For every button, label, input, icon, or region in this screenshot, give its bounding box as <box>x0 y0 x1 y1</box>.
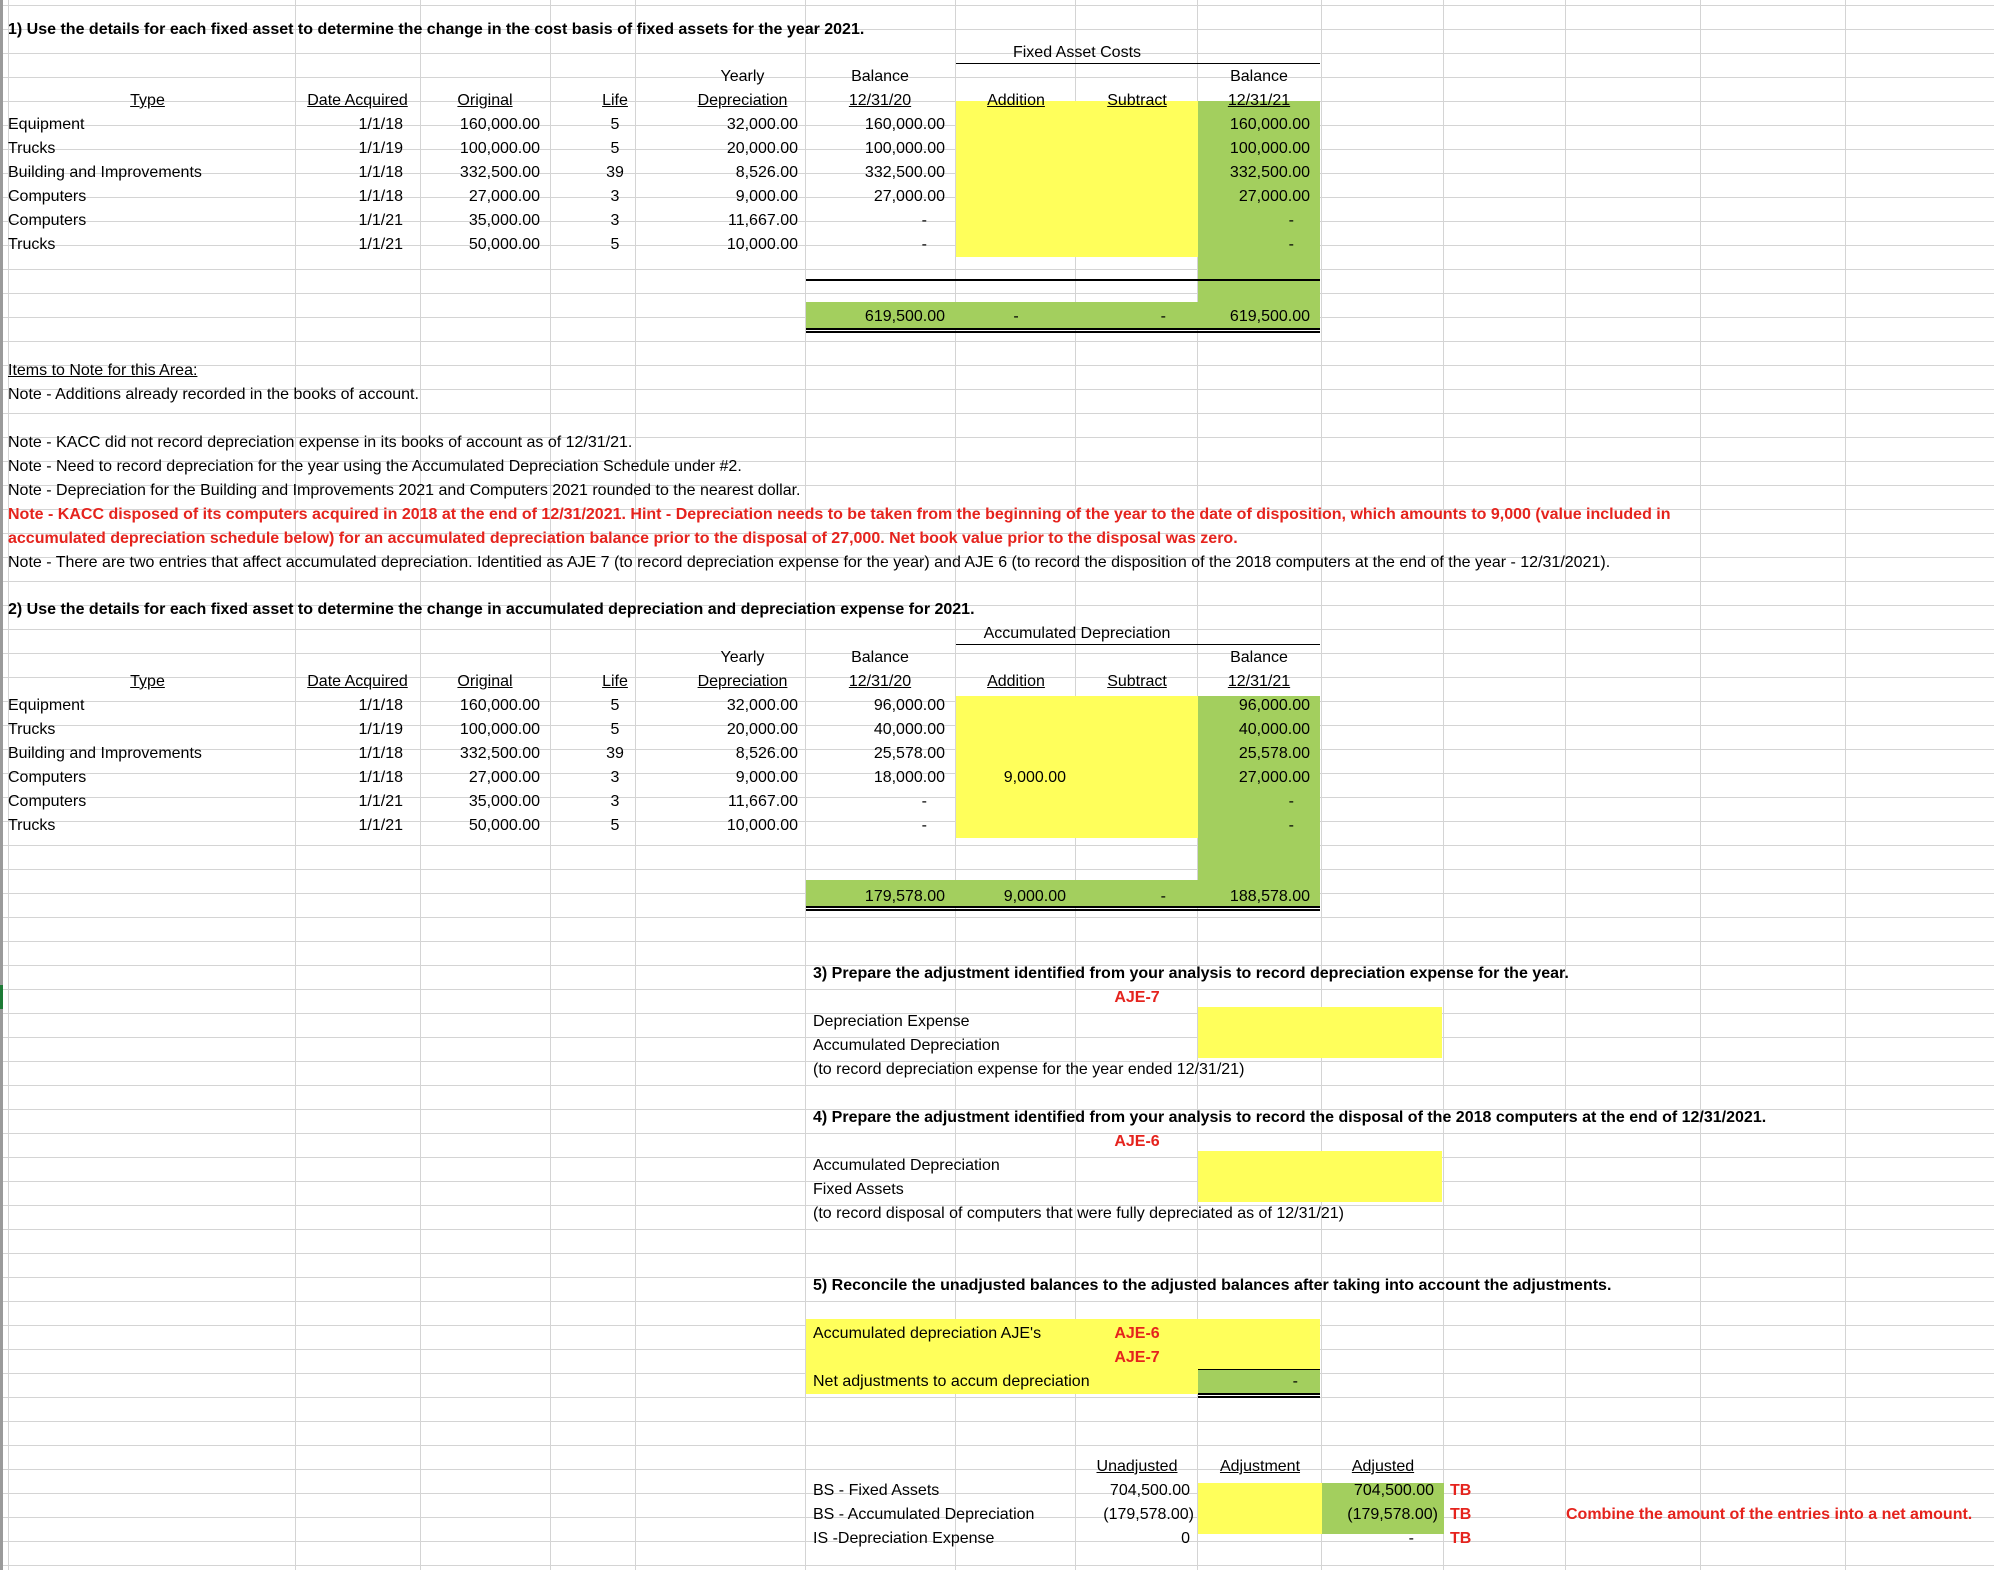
s2-group-header: Accumulated Depreciation <box>983 625 1171 642</box>
s2-hdr-date: Date Acquired <box>307 673 408 690</box>
recon-hint: Combine the amount of the entries into a net amount. <box>1566 1506 1973 1523</box>
recon-adjustment-fill[interactable] <box>1198 1483 1322 1534</box>
recon-hdr-adjusted: Adjusted <box>1351 1458 1415 1475</box>
s4-line-fixed-assets: Fixed Assets <box>813 1181 904 1198</box>
aje6-amount-fill[interactable] <box>1198 1151 1442 1202</box>
tb-tag: TB <box>1450 1506 1472 1523</box>
notes-area-title: Items to Note for this Area: <box>8 362 198 379</box>
recon-hdr-unadjusted: Unadjusted <box>1096 1458 1178 1475</box>
spreadsheet-grid[interactable]: 1) Use the details for each fixed asset to determine the change in the cost basis of fixed assets for the year 2021. Fixed Asset Costs Yearly Balance Balance Type Date Acquired Original Life Depreciation 12/31/20 Addition Subtract 12/31/21 Equipment 1/1/18 160,000.00 5 32,000.00 160,000.00 160,000.00 Trucks 1/1/19 100,000.00 5 20,000.00 100,000.00 100,000.00 Building and Improvements 1/1/18 332,500.00 39 8,526.00 332,500.00 332,500.00 Computers 1/1/18 27,000.00 3 9,000.00 27,000.00 27,000.00 Computers 1/1/21 35,000.00 3 11,667.00 - - Trucks 1/1/21 50,000.00 5 10,000.00 - - 619,500.00 - - 619,500.00 Items to Note for this Area: Note - Additions already recorded in the books of account. Note - KACC did not record depreciation expense in its books of account as of 12/31/21. Note - Need to record depreciation for the year using the Accumulated Depreciation Schedule under #2. Note - Depreciation for the Building and Improvements 2021 and Computers 2021 rounded to the nearest dollar. Note - KACC disposed of its computers acquired in 2018 at the end of 12/31/2021. Hint - Depreciation needs to be taken from the beginning of the year to the date of disposition, which amounts to 9,000 (value included in accumulated depreciation schedule below) for an accumulated depreciation balance prior to the disposal of 27,000. Net book value prior to the disposal was zero. Note - There are two entries that affect accumulated depreciation. Identitied as AJE 7 (to record depreciation expense for the year) and AJE 6 (to record the disposition of the 2018 computers at the end of the year - 12/31/2021). 2) Use the details for each fixed asset to determine the change in accumulated depreciation and depreciation expense for 2021. Accumulated Depreciation Yearly Balance Balance Type Date Acquired Original Life Depreciation 12/31/20 Addition Subtract 12/31/21 Equipment 1/1/18 160,000.00 5 32,000.00 96,000.00 96,000.00 Trucks 1/1/19 100,000.00 5 20,000.00 40,000.00 40,000.00 Building and Improvements 1/1/18 332,500.00 39 8,526.00 25,578.00 25,578.00 Computers 1/1/18 27,000.00 3 9,000.00 18,000.00 9,000.00 27,000.00 Computers 1/1/21 35,000.00 3 11,667.00 - - Trucks 1/1/21 50,000.00 5 10,000.00 - - 179,578.00 9,000.00 - 188,578.00 3) Prepare the adjustment identified from your analysis to record depreciation expense for the year. AJE-7 Depreciation Expense Accumulated Depreciation (to record depreciation expense for the year ended 12/31/21) 4) Prepare the adjustment identified from your analysis to record the disposal of the 2018 computers at the end of 12/31/2021. AJE-6 Accumulated Depreciation Fixed Assets (to record disposal of computers that were fully depreciated as of 12/31/21) 5) Reconcile the unadjusted balances to the adjusted balances after taking into account the adjustments. Accumulated depreciation AJE's AJE-6 AJE-7 Net adjustments to accum depreciation - Unadjusted Adjustment Adjusted BS - Fixed Assets 704,500.00 704,500.00 TB BS - Accumulated Depreciation (179,578.00) (179,578.00) TB IS -Depreciation Expense 0 - TB Combine the amount of the entries into a net amount. <box>0 0 1994 1570</box>
note-disposal-hint-2: accumulated depreciation schedule below) for an accumulated depreciation balance prior to the disposal of 27,000. Net book value prior to the disposal was zero. <box>8 530 1238 547</box>
s2-title: 2) Use the details for each fixed asset to determine the change in accumulated depreciation and depreciation expense for 2021. <box>8 601 975 618</box>
s4-line-accum-dep: Accumulated Depreciation <box>813 1157 1000 1174</box>
s1-hdr-yearly: Yearly <box>720 68 765 85</box>
s1-double-rule <box>806 328 1320 333</box>
s2-hdr-depreciation: Depreciation <box>697 673 788 690</box>
s1-hdr-addition: Addition <box>987 92 1045 109</box>
s2-hdr-end-balance: Balance <box>1230 649 1288 666</box>
selected-row-indicator <box>0 985 3 1009</box>
s2-addition-subtract-fill[interactable] <box>956 696 1198 838</box>
s2-hdr-yearly: Yearly <box>720 649 765 666</box>
s1-title: 1) Use the details for each fixed asset to determine the change in the cost basis of fixed assets for the year 2021. <box>8 21 865 38</box>
note-no-depreciation: Note - KACC did not record depreciation expense in its books of account as of 12/31/21. <box>8 434 633 451</box>
s5-double-rule <box>1198 1393 1320 1398</box>
s1-hdr-balance: Balance <box>851 68 909 85</box>
s3-memo: (to record depreciation expense for the year ended 12/31/21) <box>813 1061 1245 1078</box>
s2-hdr-end-date: 12/31/21 <box>1227 673 1291 690</box>
s3-line-dep-expense: Depreciation Expense <box>813 1013 970 1030</box>
s3-line-accum-dep: Accumulated Depreciation <box>813 1037 1000 1054</box>
row-header-edge <box>0 0 3 1570</box>
s5-accum-label: Accumulated depreciation AJE's <box>813 1325 1042 1342</box>
s1-sum-rule <box>806 279 1320 281</box>
note-additions: Note - Additions already recorded in the books of account. <box>8 386 419 403</box>
tb-tag: TB <box>1450 1530 1472 1547</box>
note-rounding: Note - Depreciation for the Building and Improvements 2021 and Computers 2021 rounded to the nearest dollar. <box>8 482 801 499</box>
s5-aje7: AJE-7 <box>1114 1349 1160 1366</box>
tb-tag: TB <box>1450 1482 1472 1499</box>
s4-aje-label: AJE-6 <box>1114 1133 1160 1150</box>
s1-hdr-end-date: 12/31/21 <box>1227 92 1291 109</box>
s2-hdr-addition: Addition <box>987 673 1045 690</box>
s1-hdr-subtract: Subtract <box>1107 92 1167 109</box>
s2-hdr-life: Life <box>602 673 628 690</box>
note-disposal-hint-1: Note - KACC disposed of its computers acquired in 2018 at the end of 12/31/2021. Hint - Depreciation needs to be taken from the beginning of the year to the date of disposition, which amounts to 9,000 (value included in <box>8 506 1671 523</box>
aje7-amount-fill[interactable] <box>1198 1007 1442 1058</box>
s5-title: 5) Reconcile the unadjusted balances to the adjusted balances after taking into account the adjustments. <box>813 1277 1612 1294</box>
s1-hdr-end-balance: Balance <box>1230 68 1288 85</box>
note-two-entries: Note - There are two entries that affect accumulated depreciation. Identitied as AJE 7 (to record depreciation expense for the year) and AJE 6 (to record the disposition of the 2018 computers at the end of the year - 12/31/2021). <box>8 554 1611 571</box>
s3-aje-label: AJE-7 <box>1114 989 1160 1006</box>
s1-hdr-life: Life <box>602 92 628 109</box>
recon-hdr-adjustment: Adjustment <box>1219 1458 1301 1475</box>
s1-hdr-date: Date Acquired <box>307 92 408 109</box>
s3-title: 3) Prepare the adjustment identified from your analysis to record depreciation expense for the year. <box>813 965 1569 982</box>
s5-aje6: AJE-6 <box>1114 1325 1160 1342</box>
s1-addition-subtract-fill[interactable] <box>956 101 1198 257</box>
note-record-depreciation: Note - Need to record depreciation for the year using the Accumulated Depreciation Schedule under #2. <box>8 458 742 475</box>
s4-title: 4) Prepare the adjustment identified from your analysis to record the disposal of the 2018 computers at the end of 12/31/2021. <box>813 1109 1767 1126</box>
s1-hdr-depreciation: Depreciation <box>697 92 788 109</box>
s2-hdr-original: Original <box>457 673 513 690</box>
s2-hdr-subtract: Subtract <box>1107 673 1167 690</box>
s2-double-rule <box>806 906 1320 911</box>
s1-hdr-type: Type <box>130 92 165 109</box>
s1-hdr-original: Original <box>457 92 513 109</box>
s5-net-value: - <box>1292 1373 1298 1390</box>
s2-hdr-balance: Balance <box>851 649 909 666</box>
s5-net-label: Net adjustments to accum depreciation <box>813 1373 1090 1390</box>
s2-hdr-type: Type <box>130 673 165 690</box>
s2-hdr-balance-date: 12/31/20 <box>848 673 912 690</box>
s4-memo: (to record disposal of computers that were fully depreciated as of 12/31/21) <box>813 1205 1344 1222</box>
s1-group-header: Fixed Asset Costs <box>1012 44 1142 61</box>
s1-hdr-balance-date: 12/31/20 <box>848 92 912 109</box>
